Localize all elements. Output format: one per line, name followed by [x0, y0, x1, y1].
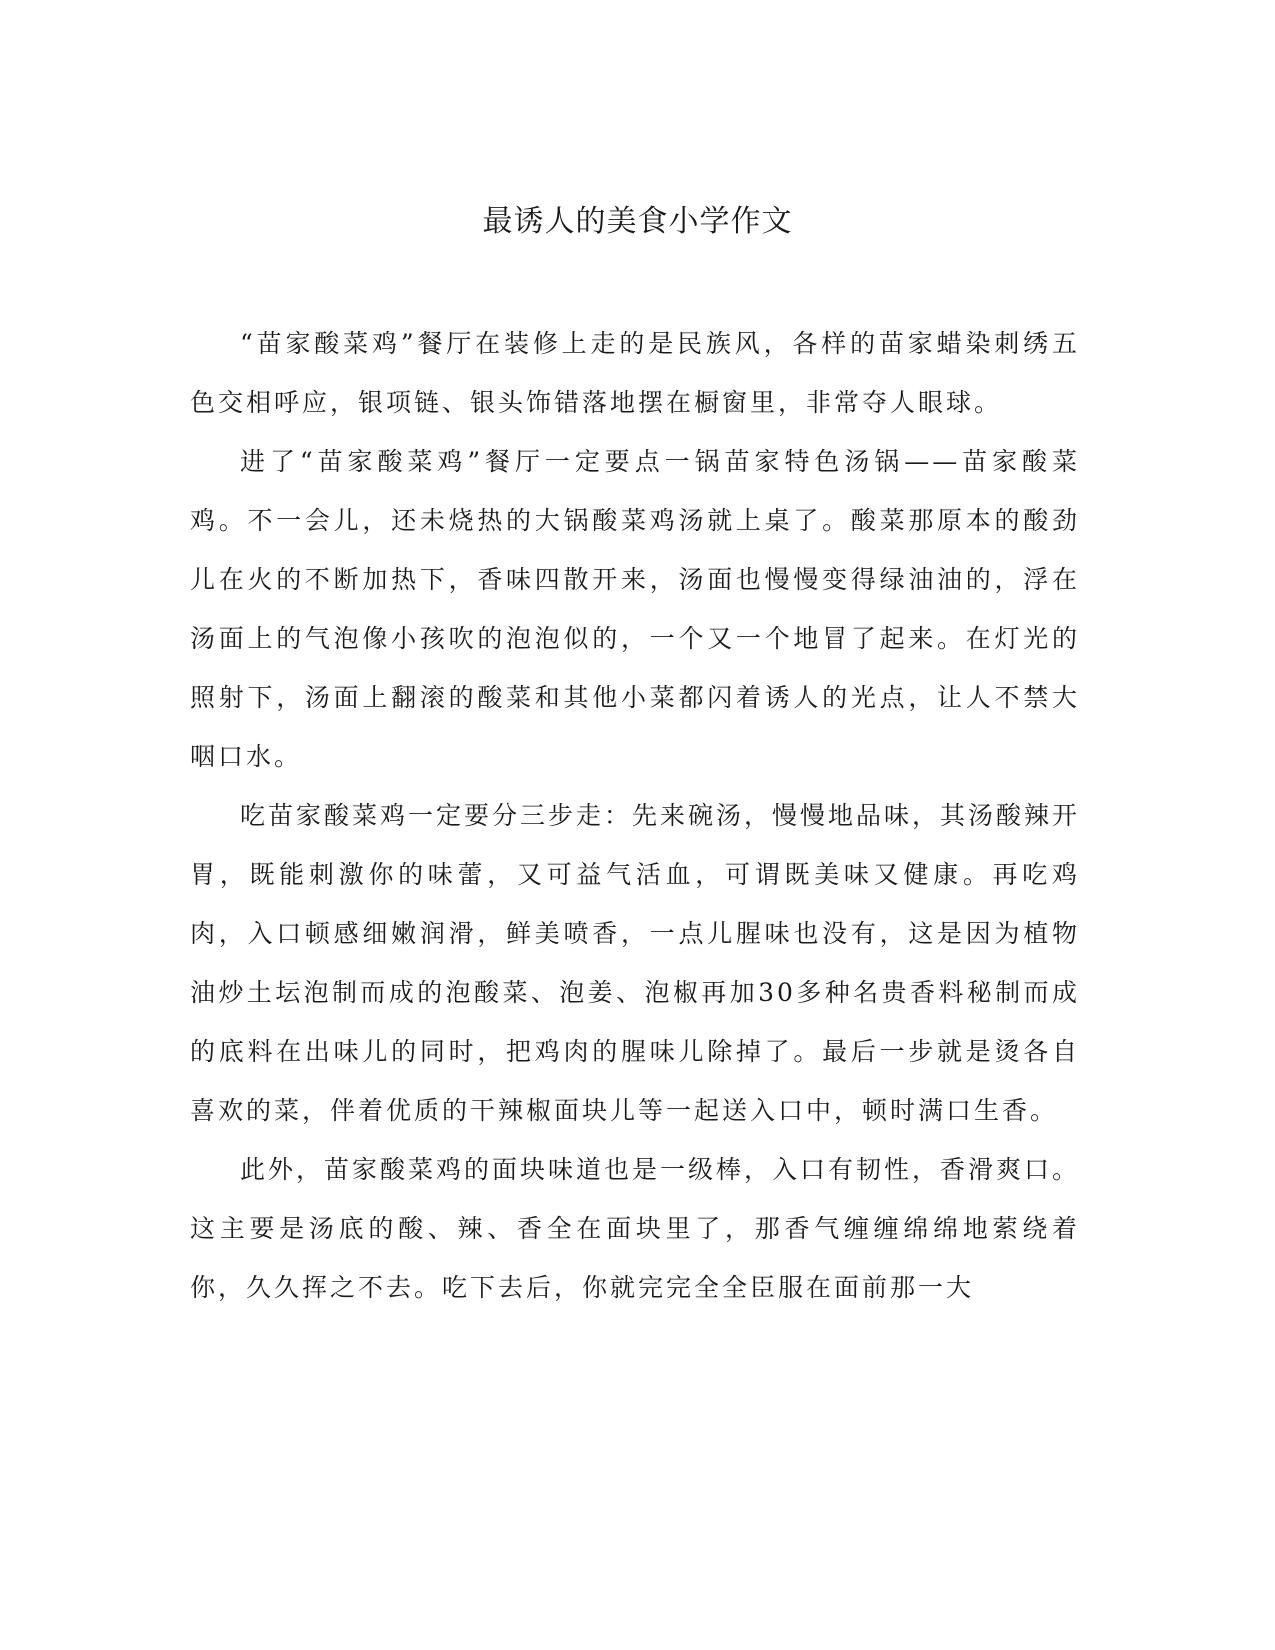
paragraph: 吃苗家酸菜鸡一定要分三步走：先来碗汤，慢慢地品味，其汤酸辣开胃，既能刺激你的味蕾，又可益气活血，可谓既美味又健康。再吃鸡肉，入口顿感细嫩润滑，鲜美喷香，一点儿腥味也没有，这是因为植物油炒土坛泡制而成的泡酸菜、泡姜、泡椒再加30多种名贵香料秘制而成的底料在出味儿的同时，把鸡肉的腥味儿除掉了。最后一步就是烫各自喜欢的菜，伴着优质的干辣椒面块儿等一起送入口中，顿时满口生香。 [190, 801, 1081, 1125]
document-body [190, 314, 1080, 1317]
paragraph: 此外，苗家酸菜鸡的面块味道也是一级棒，入口有韧性，香滑爽口。这主要是汤底的酸、辣、香全在面块里了，那香气缠缠绵绵地萦绕着你，久久挥之不去。吃下去后，你就完完全全臣服在面前那一大 [190, 1155, 1081, 1302]
document-title: 最诱人的美食小学作文 [482, 204, 793, 239]
paragraph: “苗家酸菜鸡”餐厅在装修上走的是民族风，各样的苗家蜡染刺绣五色交相呼应，银项链、银头饰错落地摆在橱窗里，非常夺人眼球。 [190, 329, 1080, 417]
paragraph: 进了“苗家酸菜鸡”餐厅一定要点一锅苗家特色汤锅——苗家酸菜鸡。不一会儿，还未烧热的大锅酸菜鸡汤就上桌了。酸菜那原本的酸劲儿在火的不断加热下，香味四散开来，汤面也慢慢变得绿油油的，浮在汤面上的气泡像小孩吹的泡泡似的，一个又一个地冒了起来。在灯光的照射下，汤面上翻滚的酸菜和其他小菜都闪着诱人的光点，让人不禁大咽口水。 [190, 447, 1080, 771]
